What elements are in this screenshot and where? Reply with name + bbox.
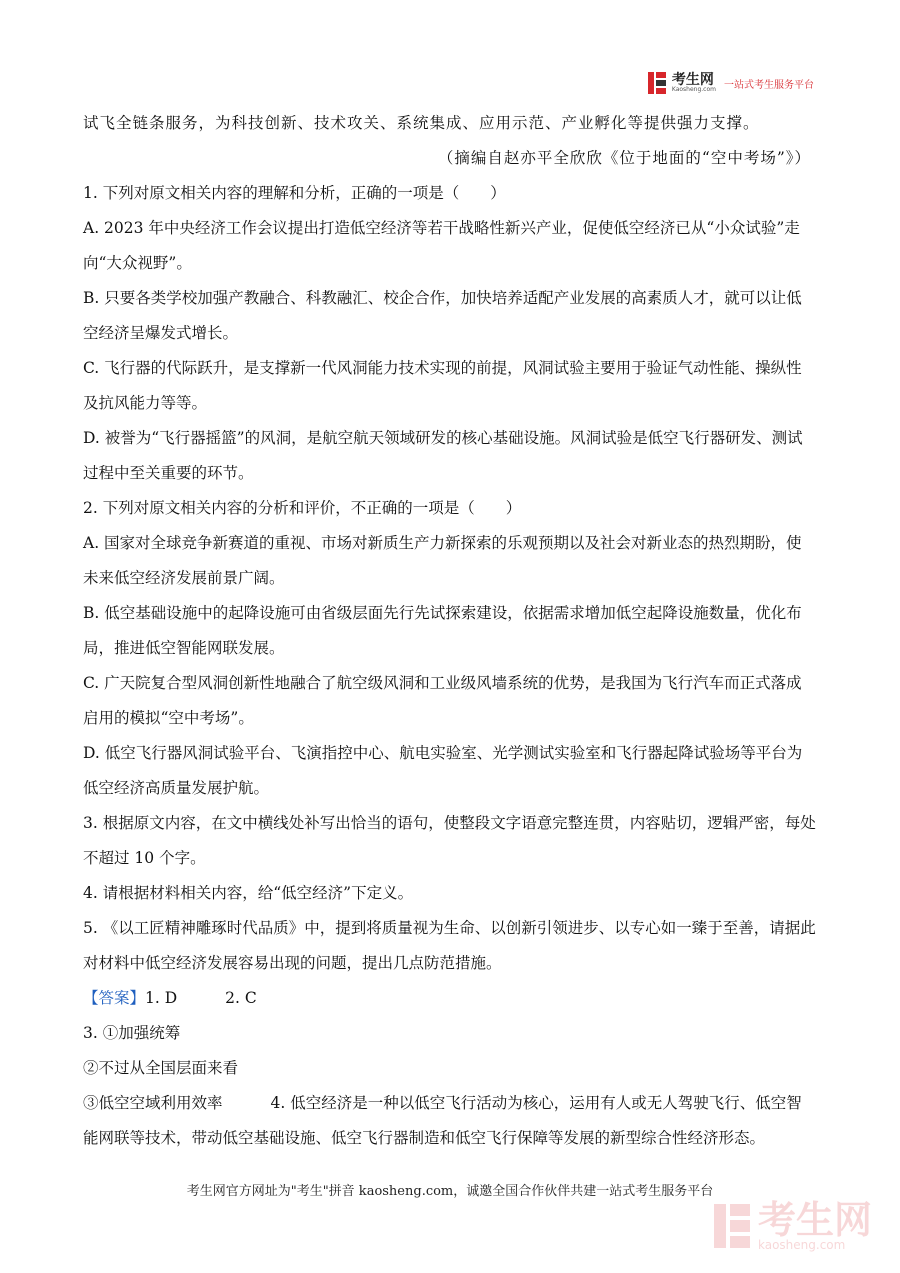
document-body xyxy=(83,106,817,1156)
question-1-option-d: D. 被誉为“飞行器摇篮”的风洞，是航空航天领域研发的核心基础设施。风洞试验是低空飞行器研发、测试过程中至关重要的环节。 xyxy=(83,429,803,482)
watermark-mark-icon xyxy=(714,1204,750,1248)
question-3: 3. 根据原文内容，在文中横线处补写出恰当的语句，使整段文字语意完整连贯，内容贴切，逻辑严密，每处不超过 10 个字。 xyxy=(83,814,816,867)
header-logo xyxy=(648,72,814,94)
answer-tag: 【答案】 xyxy=(83,989,146,1007)
question-1-option-c: C. 飞行器的代际跃升，是支撑新一代风洞能力技术实现的前提，风洞试验主要用于验证气动性能、操纵性及抗风能力等等。 xyxy=(83,359,802,412)
logo-domain: Kaosheng.com xyxy=(671,86,716,93)
answer-1: 1. D xyxy=(145,989,178,1007)
question-2-option-d: D. 低空飞行器风洞试验平台、飞演指控中心、航电实验室、光学测试实验室和飞行器起降试验场等平台为低空经济高质量发展护航。 xyxy=(83,744,803,797)
source-citation: （摘编自赵亦平全欣欣《位于地面的“空中考场”》） xyxy=(437,149,811,167)
question-1-option-b: B. 只要各类学校加强产教融合、科教融汇、校企合作，加快培养适配产业发展的高素质人才，就可以让低空经济呈爆发式增长。 xyxy=(83,289,802,342)
question-2: 2. 下列对原文相关内容的分析和评价，不正确的一项是（ ） xyxy=(83,499,522,517)
question-5: 5. 《以工匠精神雕琢时代品质》中，提到将质量视为生命、以创新引领进步、以专心如一臻于至善，请据此对材料中低空经济发展容易出现的问题，提出几点防范措施。 xyxy=(83,919,816,972)
logo-slogan: 一站式考生服务平台 xyxy=(724,79,814,91)
answer-2: 2. C xyxy=(225,989,257,1007)
answer-3-part-2: ②不过从全国层面来看 xyxy=(83,1059,239,1077)
question-2-option-a: A. 国家对全球竞争新赛道的重视、市场对新质生产力新探索的乐观预期以及社会对新业态的热烈期盼，使未来低空经济发展前景广阔。 xyxy=(83,534,802,587)
answer-4: 4. 低空经济是一种以低空飞行活动为核心，运用有人或无人驾驶飞行、低空智能网联等技术，带动低空基础设施、低空飞行器制造和低空飞行保障等发展的新型综合性经济形态。 xyxy=(83,1094,802,1147)
paragraph-continued: 试飞全链条服务，为科技创新、技术攻关、系统集成、应用示范、产业孵化等提供强力支撑。 xyxy=(83,114,760,132)
question-1-option-a: A. 2023 年中央经济工作会议提出打造低空经济等若干战略性新兴产业，促使低空经济已从“小众试验”走向“大众视野”。 xyxy=(83,219,800,272)
question-2-option-c: C. 广天院复合型风洞创新性地融合了航空级风洞和工业级风墙系统的优势，是我国为飞行汽车而正式落成启用的模拟“空中考场”。 xyxy=(83,674,802,727)
answer-3-4-line xyxy=(83,1086,817,1156)
answer-line xyxy=(83,981,817,1016)
watermark-name: 考生网 xyxy=(757,1198,872,1242)
footer-text: 考生网官方网址为"考生"拼音 kaosheng.com，诚邀全国合作伙伴共建一站式考生服务平台 xyxy=(186,1184,714,1199)
logo-mark-icon xyxy=(648,72,666,94)
watermark-logo xyxy=(714,1198,872,1252)
logo-name: 考生网 xyxy=(671,72,714,88)
question-4: 4. 请根据材料相关内容，给“低空经济”下定义。 xyxy=(83,884,414,902)
answer-3-part-3: ③低空空域利用效率 xyxy=(83,1094,223,1112)
question-2-option-b: B. 低空基础设施中的起降设施可由省级层面先行先试探索建设，依据需求增加低空起降设施数量，优化布局，推进低空智能网联发展。 xyxy=(83,604,802,657)
watermark-domain: kaosheng.com xyxy=(757,1238,846,1252)
question-1: 1. 下列对原文相关内容的理解和分析，正确的一项是（ ） xyxy=(83,184,506,202)
answer-3-part-1: 3. ①加强统筹 xyxy=(83,1024,181,1042)
